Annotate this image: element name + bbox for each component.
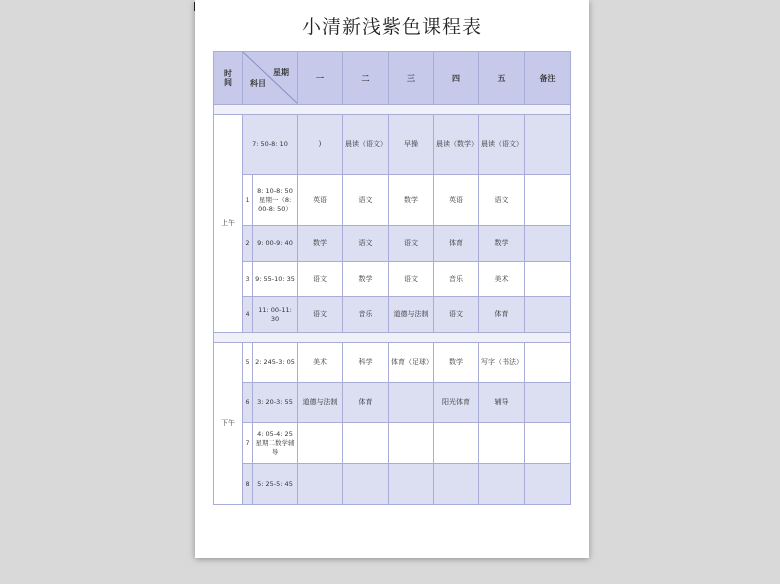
table-row	[214, 226, 571, 262]
spacer-row	[214, 333, 571, 343]
schedule-cell: 美术	[298, 343, 343, 383]
schedule-cell	[479, 423, 525, 464]
time-cell: 3: 20-3: 55	[253, 383, 298, 423]
schedule-cell	[389, 464, 434, 505]
section-afternoon: 下午	[214, 343, 243, 505]
schedule-cell: 体育	[343, 383, 389, 423]
schedule-cell: 数学	[343, 262, 389, 297]
notes-cell	[525, 226, 571, 262]
period-number: 6	[243, 383, 253, 423]
notes-cell	[525, 262, 571, 297]
schedule-cell: 数学	[479, 226, 525, 262]
schedule-cell: 晨读（语文）	[343, 115, 389, 175]
spacer-cell	[214, 105, 571, 115]
schedule-cell: )	[298, 115, 343, 175]
schedule-cell: 语文	[298, 262, 343, 297]
period-number: 4	[243, 297, 253, 333]
schedule-cell: 语文	[298, 297, 343, 333]
schedule-cell: 语文	[343, 226, 389, 262]
schedule-cell: 数学	[298, 226, 343, 262]
header-day-mon: 一	[298, 52, 343, 105]
schedule-cell: 语文	[479, 175, 525, 226]
period-number: 7	[243, 423, 253, 464]
table-row	[214, 464, 571, 505]
schedule-cell: 音乐	[434, 262, 479, 297]
schedule-cell: 科学	[343, 343, 389, 383]
schedule-cell: 语文	[343, 175, 389, 226]
schedule-cell: 数学	[389, 175, 434, 226]
period-number: 8	[243, 464, 253, 505]
header-time-label: 时间	[224, 69, 232, 87]
period-number: 2	[243, 226, 253, 262]
notes-cell	[525, 297, 571, 333]
schedule-cell: 语文	[389, 226, 434, 262]
header-day-thu: 四	[434, 52, 479, 105]
notes-cell	[525, 464, 571, 505]
time-cell: 7: 50-8: 10	[243, 115, 298, 175]
time-cell: 5: 25-5: 45	[253, 464, 298, 505]
header-subject-label: 科目	[250, 79, 266, 88]
schedule-cell	[389, 423, 434, 464]
schedule-cell: 语文	[434, 297, 479, 333]
table-row	[214, 343, 571, 383]
notes-cell	[525, 343, 571, 383]
schedule-cell	[434, 464, 479, 505]
schedule-cell: 早操	[389, 115, 434, 175]
schedule-cell: 音乐	[343, 297, 389, 333]
period-number: 3	[243, 262, 253, 297]
time-cell: 4: 05-4: 25 星期二数学辅导	[253, 423, 298, 464]
schedule-cell: 语文	[389, 262, 434, 297]
spacer-row	[214, 105, 571, 115]
table-row	[214, 423, 571, 464]
schedule-cell: 美术	[479, 262, 525, 297]
schedule-cell: 体育	[434, 226, 479, 262]
page-title: 小清新浅紫色课程表	[301, 16, 482, 38]
table-row	[214, 262, 571, 297]
schedule-cell: 数学	[434, 343, 479, 383]
section-morning: 上午	[214, 115, 243, 333]
table-row	[214, 383, 571, 423]
notes-cell	[525, 423, 571, 464]
period-number: 1	[243, 175, 253, 226]
schedule-cell	[343, 464, 389, 505]
schedule-cell	[298, 423, 343, 464]
header-day-tue: 二	[343, 52, 389, 105]
header-corner	[243, 52, 298, 105]
schedule-cell	[343, 423, 389, 464]
notes-cell	[525, 383, 571, 423]
schedule-cell: 体育	[479, 297, 525, 333]
time-cell: 9: 55-10: 35	[253, 262, 298, 297]
schedule-cell	[298, 464, 343, 505]
schedule-cell: 写字（书法）	[479, 343, 525, 383]
header-row	[214, 52, 571, 105]
schedule-cell: 英语	[298, 175, 343, 226]
table-row	[214, 297, 571, 333]
schedule-cell	[389, 383, 434, 423]
spacer-cell	[214, 333, 571, 343]
schedule-table	[213, 51, 571, 505]
schedule-cell: 阳光体育	[434, 383, 479, 423]
document-page	[195, 0, 589, 558]
notes-cell	[525, 175, 571, 226]
schedule-cell: 道德与法制	[298, 383, 343, 423]
notes-cell	[525, 115, 571, 175]
schedule-cell: 体育（足球）	[389, 343, 434, 383]
time-cell: 2: 245-3: 05	[253, 343, 298, 383]
time-cell: 9: 00-9: 40	[253, 226, 298, 262]
time-cell: 11: 00-11: 30	[253, 297, 298, 333]
table-row	[214, 115, 571, 175]
header-notes: 备注	[525, 52, 571, 105]
schedule-cell: 道德与法制	[389, 297, 434, 333]
header-day-wed: 三	[389, 52, 434, 105]
header-day-fri: 五	[479, 52, 525, 105]
schedule-cell: 辅导	[479, 383, 525, 423]
table-row	[214, 175, 571, 226]
schedule-cell	[434, 423, 479, 464]
schedule-cell: 晨读（数学）	[434, 115, 479, 175]
header-time	[214, 52, 243, 105]
period-number: 5	[243, 343, 253, 383]
schedule-cell: 英语	[434, 175, 479, 226]
schedule-cell	[479, 464, 525, 505]
schedule-cell: 晨读（语文）	[479, 115, 525, 175]
header-week-label: 星期	[273, 68, 289, 77]
time-cell: 8: 10-8: 50 星期一（8: 00-8: 50）	[253, 175, 298, 226]
